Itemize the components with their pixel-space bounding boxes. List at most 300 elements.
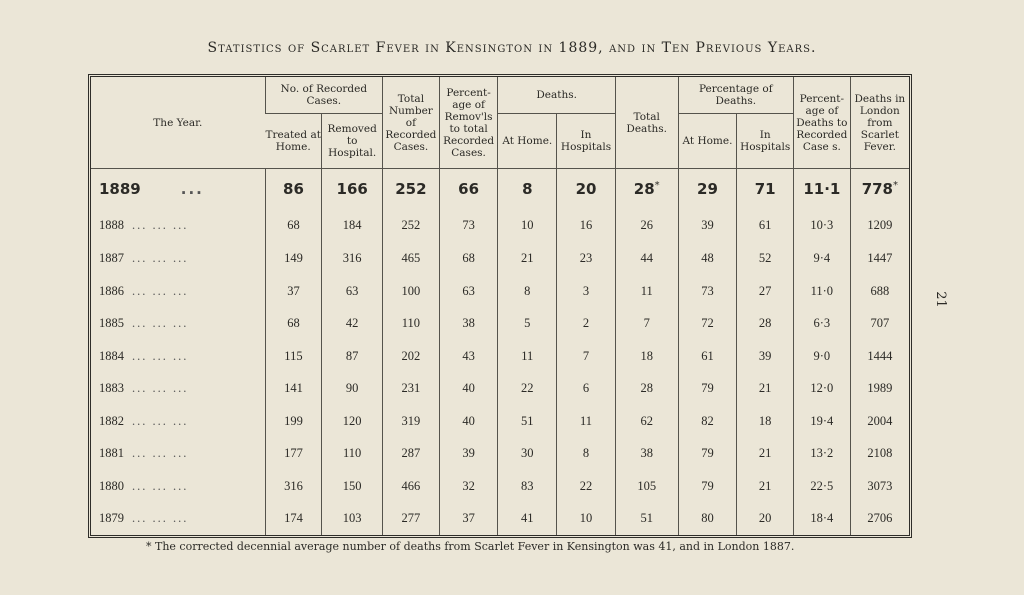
cell-value: 71: [754, 180, 776, 199]
cell-hosp: [322, 437, 383, 470]
cell-value: 202: [401, 348, 421, 363]
cell-d-home: [498, 275, 557, 308]
cell-p-home: [678, 405, 737, 438]
cell-hosp: [322, 372, 383, 405]
cell-value: 22: [579, 478, 593, 493]
cell-d-home: [498, 372, 557, 405]
leader-dots: ...: [180, 180, 204, 199]
cell-hosp: [322, 307, 383, 340]
cell-home: [265, 372, 322, 405]
cell-home: [265, 502, 322, 535]
year-cell: [91, 210, 265, 243]
cell-value: 42: [345, 316, 359, 331]
cell-value: 32: [462, 478, 475, 493]
cell-value: 18·4: [810, 511, 834, 526]
header-removed-hospital: Removed to Hospital.: [322, 114, 383, 169]
table-row: [91, 210, 909, 243]
cell-d-total: [615, 340, 678, 373]
cell-value: 68: [287, 218, 300, 233]
year-cell: [91, 437, 265, 470]
cell-d-hosp: [557, 405, 616, 438]
cell-p-cases: [794, 210, 851, 243]
header-deaths-hospitals: In Hospitals: [557, 114, 616, 169]
cell-value: 6: [582, 381, 590, 396]
table-body: [91, 169, 909, 536]
cell-value: 2004: [867, 413, 893, 428]
leader-dots: ... ... ...: [132, 478, 189, 493]
cell-value: 21: [758, 381, 772, 396]
cell-value: 62: [640, 413, 653, 428]
footnote: * The corrected decennial average number of deaths from Scarlet Fever in Kensington was 41, and in London 1887.: [146, 540, 795, 553]
cell-value: 18: [758, 413, 772, 428]
cell-home: [265, 405, 322, 438]
cell-value: 40: [462, 381, 475, 396]
cell-p-hosp: [737, 470, 794, 503]
header-recorded-cases: No. of Recorded Cases.: [265, 77, 382, 114]
cell-p-hosp: [737, 340, 794, 373]
header-deaths: Deaths.: [498, 77, 615, 114]
cell-p-hosp: [737, 169, 794, 210]
cell-p-home: [678, 275, 737, 308]
header-pct-hospitals: In Hospitals: [737, 114, 794, 169]
cell-total: [383, 242, 440, 275]
leader-dots: ... ... ...: [132, 348, 189, 363]
cell-total: [383, 307, 440, 340]
cell-value: 316: [284, 478, 303, 493]
cell-pct: [439, 275, 498, 308]
cell-value: 3: [582, 283, 590, 298]
table-row: [91, 437, 909, 470]
cell-value: 466: [401, 478, 421, 493]
cell-value: 27: [758, 283, 772, 298]
table-row: [91, 405, 909, 438]
year-value: 1885: [99, 316, 124, 331]
cell-value: 688: [870, 283, 890, 298]
cell-value: 141: [284, 381, 303, 396]
cell-pct: [439, 210, 498, 243]
cell-value: 1209: [867, 218, 893, 233]
cell-value: 51: [640, 511, 653, 526]
cell-p-hosp: [737, 372, 794, 405]
cell-p-cases: [794, 405, 851, 438]
year-cell: [91, 169, 265, 210]
cell-d-hosp: [557, 470, 616, 503]
cell-london: [850, 307, 909, 340]
year-value: 1879: [99, 511, 124, 526]
cell-value: 5: [524, 316, 531, 331]
cell-value: 73: [462, 218, 475, 233]
cell-value: 28: [633, 180, 655, 199]
cell-hosp: [322, 470, 383, 503]
cell-value: 26: [640, 218, 653, 233]
cell-d-total: [615, 437, 678, 470]
page-title: Statistics of Scarlet Fever in Kensington in 1889, and in Ten Previous Years.: [207, 40, 817, 56]
cell-value: 22·5: [810, 478, 834, 493]
table-row: [91, 470, 909, 503]
year-value: 1888: [99, 218, 124, 233]
table-row: [91, 242, 909, 275]
cell-p-cases: [794, 372, 851, 405]
cell-value: 68: [287, 316, 300, 331]
cell-value: 61: [701, 348, 714, 363]
cell-d-total: [615, 405, 678, 438]
cell-hosp: [322, 405, 383, 438]
cell-d-hosp: [557, 340, 616, 373]
cell-home: [265, 437, 322, 470]
header-pct-removed: Percent-age of Remov'ls to total Recorded Cases.: [439, 77, 498, 169]
cell-value: 44: [640, 250, 653, 265]
cell-home: [265, 210, 322, 243]
year-value: 1881: [99, 446, 124, 461]
footnote-marker: *: [654, 180, 660, 192]
cell-d-total: [615, 470, 678, 503]
cell-value: 287: [401, 446, 421, 461]
year-value: 1883: [99, 381, 124, 396]
header-treated-home: Treated at Home.: [265, 114, 322, 169]
cell-d-total: [615, 502, 678, 535]
cell-value: 8: [582, 446, 590, 461]
cell-value: 63: [462, 283, 475, 298]
cell-value: 21: [521, 250, 534, 265]
year-cell: [91, 372, 265, 405]
cell-total: [383, 340, 440, 373]
cell-value: 38: [462, 316, 475, 331]
cell-p-home: [678, 470, 737, 503]
cell-value: 11·0: [810, 283, 834, 298]
table-row: [91, 307, 909, 340]
cell-p-home: [678, 242, 737, 275]
leader-dots: ... ... ...: [132, 446, 189, 461]
year-value: 1882: [99, 413, 124, 428]
year-cell: [91, 307, 265, 340]
cell-value: 51: [521, 413, 534, 428]
cell-value: 86: [283, 180, 304, 199]
year-cell: [91, 275, 265, 308]
cell-value: 231: [401, 381, 421, 396]
cell-value: 10·3: [810, 218, 834, 233]
cell-d-hosp: [557, 169, 616, 210]
cell-d-home: [498, 169, 557, 210]
cell-value: 2706: [867, 511, 893, 526]
cell-p-home: [678, 437, 737, 470]
cell-p-cases: [794, 470, 851, 503]
cell-value: 52: [758, 250, 772, 265]
cell-pct: [439, 307, 498, 340]
year-cell: [91, 340, 265, 373]
cell-value: 10: [521, 218, 534, 233]
leader-dots: ... ... ...: [132, 283, 189, 298]
header-deaths-home: At Home.: [498, 114, 557, 169]
cell-value: 68: [462, 250, 475, 265]
cell-london: [850, 405, 909, 438]
cell-london: [850, 470, 909, 503]
cell-p-hosp: [737, 210, 794, 243]
header-pct-home: At Home.: [678, 114, 737, 169]
cell-value: 83: [521, 478, 534, 493]
cell-pct: [439, 502, 498, 535]
cell-london: [850, 275, 909, 308]
leader-dots: ... ... ...: [132, 218, 189, 233]
cell-value: 16: [579, 218, 593, 233]
cell-d-hosp: [557, 502, 616, 535]
cell-value: 110: [401, 316, 421, 331]
cell-total: [383, 210, 440, 243]
cell-value: 1444: [867, 348, 893, 363]
cell-value: 10: [579, 511, 593, 526]
cell-d-home: [498, 437, 557, 470]
page-number: 21: [932, 291, 948, 308]
cell-value: 28: [640, 381, 653, 396]
cell-d-hosp: [557, 210, 616, 243]
cell-p-cases: [794, 275, 851, 308]
cell-value: 319: [401, 413, 421, 428]
cell-p-home: [678, 169, 737, 210]
cell-home: [265, 242, 322, 275]
cell-london: [850, 372, 909, 405]
cell-value: 29: [697, 180, 718, 199]
cell-value: 11: [579, 413, 593, 428]
cell-value: 9·4: [813, 250, 831, 265]
cell-value: 252: [401, 218, 421, 233]
cell-hosp: [322, 169, 383, 210]
footnote-marker: *: [893, 180, 898, 192]
cell-value: 166: [336, 180, 368, 199]
cell-total: [383, 470, 440, 503]
cell-d-hosp: [557, 372, 616, 405]
cell-value: 63: [345, 283, 359, 298]
cell-london: [850, 242, 909, 275]
cell-d-total: [615, 242, 678, 275]
cell-d-total: [615, 275, 678, 308]
leader-dots: ... ... ...: [132, 250, 189, 265]
cell-d-home: [498, 210, 557, 243]
cell-p-hosp: [737, 242, 794, 275]
cell-p-cases: [794, 340, 851, 373]
cell-value: 43: [462, 348, 475, 363]
cell-p-home: [678, 340, 737, 373]
cell-p-cases: [794, 502, 851, 535]
cell-value: 37: [287, 283, 300, 298]
cell-value: 252: [395, 180, 427, 199]
cell-p-cases: [794, 437, 851, 470]
cell-value: 11: [521, 348, 534, 363]
leader-dots: ... ... ...: [132, 316, 189, 331]
cell-value: 72: [701, 316, 714, 331]
year-value: 1887: [99, 250, 124, 265]
cell-pct: [439, 437, 498, 470]
cell-value: 37: [462, 511, 475, 526]
cell-d-home: [498, 470, 557, 503]
cell-value: 465: [401, 250, 421, 265]
cell-value: 120: [342, 413, 362, 428]
cell-value: 707: [870, 316, 890, 331]
cell-value: 39: [758, 348, 772, 363]
cell-value: 38: [640, 446, 653, 461]
cell-value: 103: [342, 511, 362, 526]
cell-d-hosp: [557, 307, 616, 340]
cell-value: 48: [701, 250, 714, 265]
cell-value: 11: [640, 283, 653, 298]
year-cell: [91, 470, 265, 503]
cell-value: 110: [343, 446, 362, 461]
cell-value: 30: [521, 446, 534, 461]
cell-value: 100: [401, 283, 421, 298]
cell-value: 13·2: [810, 446, 834, 461]
year-value: 1880: [99, 478, 124, 493]
cell-p-home: [678, 307, 737, 340]
cell-value: 40: [462, 413, 475, 428]
cell-value: 3073: [867, 478, 893, 493]
cell-value: 22: [521, 381, 534, 396]
cell-value: 19·4: [810, 413, 834, 428]
cell-london: [850, 437, 909, 470]
cell-value: 79: [701, 478, 714, 493]
cell-p-home: [678, 502, 737, 535]
leader-dots: ... ... ...: [132, 511, 189, 526]
header-pct-deaths: Percentage of Deaths.: [678, 77, 793, 114]
cell-value: 1447: [867, 250, 893, 265]
cell-value: 105: [637, 478, 657, 493]
cell-pct: [439, 405, 498, 438]
cell-london: [850, 210, 909, 243]
cell-value: 9·0: [813, 348, 831, 363]
cell-value: 277: [401, 511, 421, 526]
cell-value: 150: [342, 478, 362, 493]
header-london-deaths: Deaths in London from Scarlet Fever.: [850, 77, 909, 169]
cell-value: 8: [522, 180, 533, 199]
year-value: 1886: [99, 283, 124, 298]
cell-d-total: [615, 210, 678, 243]
cell-value: 79: [701, 446, 714, 461]
cell-hosp: [322, 210, 383, 243]
cell-value: 80: [701, 511, 714, 526]
cell-value: 21: [758, 446, 772, 461]
cell-value: 90: [345, 381, 359, 396]
cell-p-cases: [794, 169, 851, 210]
cell-d-home: [498, 340, 557, 373]
header-year: The Year.: [91, 77, 265, 169]
cell-d-hosp: [557, 275, 616, 308]
cell-value: 11·1: [803, 180, 841, 199]
cell-p-hosp: [737, 502, 794, 535]
table-row: [91, 275, 909, 308]
cell-p-hosp: [737, 405, 794, 438]
year-cell: [91, 502, 265, 535]
cell-value: 12·0: [810, 381, 834, 396]
cell-london: [850, 340, 909, 373]
cell-london: [850, 502, 909, 535]
cell-value: 21: [758, 478, 772, 493]
cell-value: 199: [284, 413, 303, 428]
cell-p-home: [678, 210, 737, 243]
cell-value: 18: [640, 348, 653, 363]
cell-total: [383, 502, 440, 535]
cell-value: 149: [284, 250, 303, 265]
cell-hosp: [322, 275, 383, 308]
cell-value: 20: [575, 180, 597, 199]
cell-d-home: [498, 502, 557, 535]
year-value: 1889: [99, 180, 141, 199]
cell-pct: [439, 242, 498, 275]
table-row: [91, 169, 909, 210]
cell-d-hosp: [557, 437, 616, 470]
cell-value: 39: [701, 218, 714, 233]
cell-pct: [439, 169, 498, 210]
table-row: [91, 372, 909, 405]
cell-value: 73: [701, 283, 714, 298]
cell-value: 2: [582, 316, 590, 331]
statistics-table-frame: [88, 74, 912, 538]
cell-value: 87: [345, 348, 359, 363]
cell-d-total: [615, 307, 678, 340]
cell-pct: [439, 372, 498, 405]
cell-value: 20: [758, 511, 772, 526]
leader-dots: ... ... ...: [132, 381, 189, 396]
cell-total: [383, 372, 440, 405]
cell-p-cases: [794, 307, 851, 340]
cell-p-cases: [794, 242, 851, 275]
cell-home: [265, 169, 322, 210]
header-total-deaths: Total Deaths.: [615, 77, 678, 169]
cell-value: 115: [284, 348, 303, 363]
cell-value: 8: [524, 283, 531, 298]
cell-value: 177: [284, 446, 303, 461]
cell-home: [265, 307, 322, 340]
cell-value: 778: [861, 180, 893, 199]
header-total-cases: Total Number of Recorded Cases.: [383, 77, 440, 169]
leader-dots: ... ... ...: [132, 413, 189, 428]
cell-value: 28: [758, 316, 772, 331]
cell-value: 79: [701, 381, 714, 396]
cell-london: [850, 169, 909, 210]
cell-value: 39: [462, 446, 475, 461]
cell-hosp: [322, 340, 383, 373]
cell-value: 1989: [867, 381, 893, 396]
cell-total: [383, 405, 440, 438]
cell-total: [383, 275, 440, 308]
cell-value: 184: [342, 218, 362, 233]
cell-total: [383, 437, 440, 470]
cell-value: 7: [582, 348, 590, 363]
cell-value: 61: [758, 218, 772, 233]
cell-p-hosp: [737, 275, 794, 308]
cell-d-home: [498, 405, 557, 438]
cell-d-hosp: [557, 242, 616, 275]
cell-pct: [439, 340, 498, 373]
cell-hosp: [322, 502, 383, 535]
statistics-table: [91, 77, 909, 535]
cell-pct: [439, 470, 498, 503]
cell-value: 82: [701, 413, 714, 428]
cell-d-total: [615, 372, 678, 405]
cell-value: 23: [579, 250, 593, 265]
cell-d-total: [615, 169, 678, 210]
cell-total: [383, 169, 440, 210]
cell-d-home: [498, 307, 557, 340]
cell-d-home: [498, 242, 557, 275]
year-value: 1884: [99, 348, 124, 363]
cell-home: [265, 275, 322, 308]
year-cell: [91, 242, 265, 275]
cell-value: 41: [521, 511, 534, 526]
cell-hosp: [322, 242, 383, 275]
cell-value: 7: [643, 316, 650, 331]
year-cell: [91, 405, 265, 438]
cell-value: 2108: [867, 446, 893, 461]
cell-value: 6·3: [813, 316, 831, 331]
table-row: [91, 340, 909, 373]
cell-value: 66: [458, 180, 480, 199]
